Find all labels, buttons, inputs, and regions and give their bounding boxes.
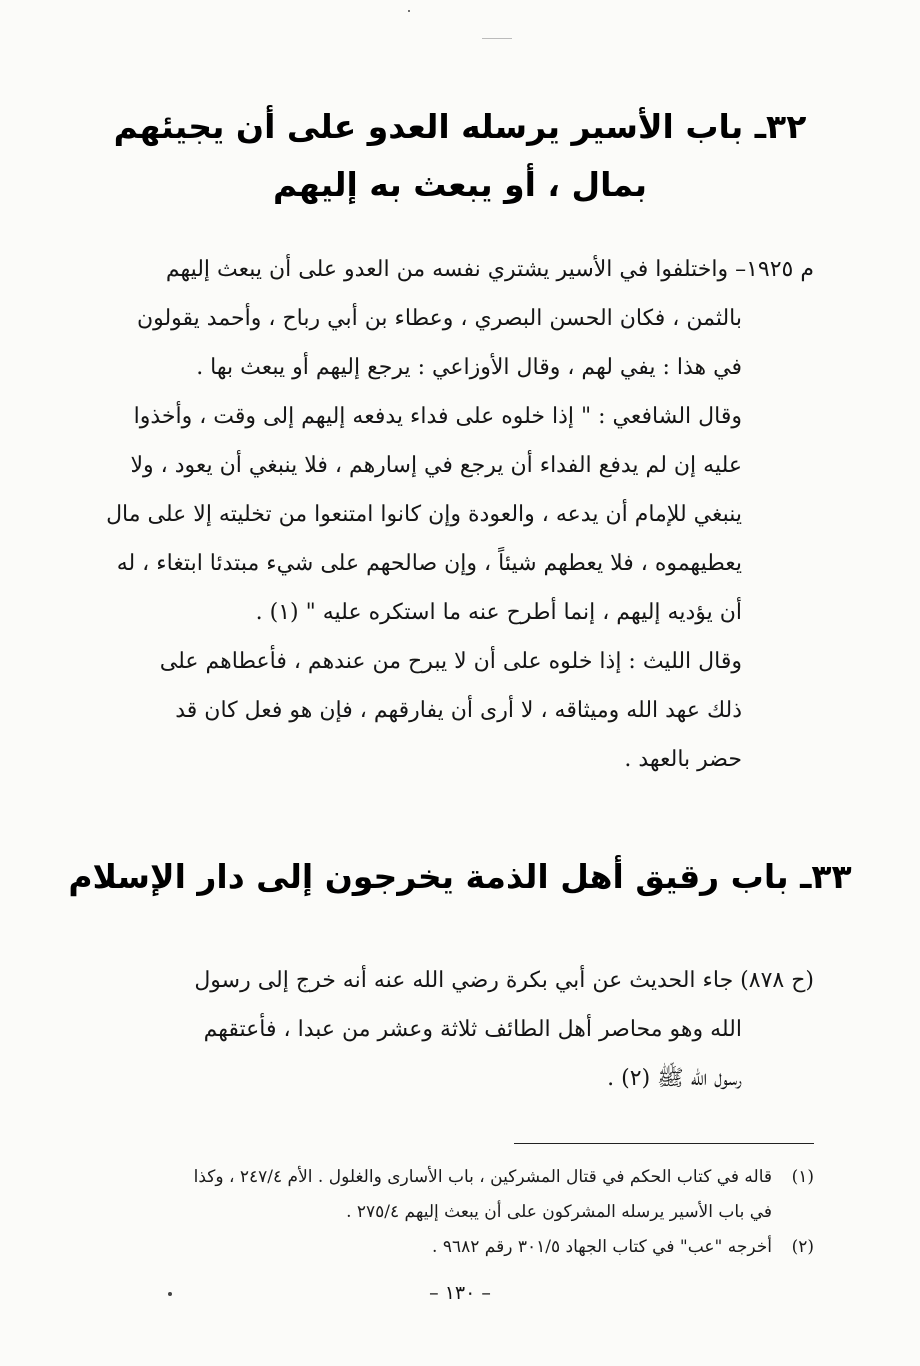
text-line: ذلك عهد الله وميثاقه ، لا أرى أن يفارقهم ، فإن هو فعل كان قد xyxy=(175,698,742,723)
paragraph-shafii xyxy=(106,392,742,637)
footnotes xyxy=(110,1160,814,1265)
paragraph-1925 xyxy=(110,245,814,392)
section-33-heading xyxy=(0,848,920,906)
footnote-number: (١) xyxy=(791,1167,814,1187)
footnote-1 xyxy=(110,1160,814,1195)
text-line: وقال الشافعي : " إذا خلوه على فداء يدفعه إليهم إلى وقت ، وأخذوا xyxy=(133,404,742,429)
footnote-2 xyxy=(110,1230,814,1265)
scan-speck xyxy=(408,10,410,12)
text-line: حضر بالعهد . xyxy=(624,747,742,772)
paragraph-layth xyxy=(110,637,742,784)
text-line: رسول الله ﷺ (٢) . xyxy=(607,1066,742,1091)
page-number: – ١٣٠ – xyxy=(429,1282,491,1304)
text-line: ينبغي للإمام أن يدعه ، والعودة وإن كانوا امتنعوا من تخليته إلا على مال xyxy=(106,502,742,527)
text-line: عليه إن لم يدفع الفداء أن يرجع في إسارهم ، فلا ينبغي أن يعود ، ولا xyxy=(130,453,742,478)
footnote-separator xyxy=(514,1143,814,1144)
heading-line: ٣٣ـ باب رقيق أهل الذمة يخرجون إلى دار الإسلام xyxy=(68,857,852,896)
footnote-1-continuation: في باب الأسير يرسله المشركون على أن يبعث إليهم ٢٧٥/٤ . xyxy=(346,1202,772,1222)
text-line: (ح ٨٧٨) جاء الحديث عن أبي بكرة رضي الله عنه أنه خرج إلى رسول xyxy=(194,968,814,993)
footnote-text: أخرجه "عب" في كتاب الجهاد ٣٠١/٥ رقم ٩٦٨٢ . xyxy=(432,1237,772,1257)
paragraph-hadith-878 xyxy=(110,956,814,1103)
text-line: في هذا : يفي لهم ، وقال الأوزاعي : يرجع إليهم أو يبعث بها . xyxy=(196,355,742,380)
text-line: يعطيهموه ، فلا يعطهم شيئاً ، وإن صالحهم على شيء مبتدئا ابتغاء ، له xyxy=(116,551,742,576)
text-line: م ١٩٢٥– واختلفوا في الأسير يشتري نفسه من العدو على أن يبعث إليهم xyxy=(165,257,814,282)
heading-line: ٣٢ـ باب الأسير يرسله العدو على أن يجيئهم xyxy=(113,107,807,146)
section-32-heading xyxy=(0,98,920,214)
footnote-text: قاله في كتاب الحكم في قتال المشركين ، باب الأسارى والغلول . الأم ٢٤٧/٤ ، وكذا xyxy=(193,1167,772,1187)
text-line: بالثمن ، فكان الحسن البصري ، وعطاء بن أبي رباح ، وأحمد يقولون xyxy=(136,306,742,331)
heading-line: بمال ، أو يبعث به إليهم xyxy=(272,165,647,204)
text-line: الله وهو محاصر أهل الطائف ثلاثة وعشر من عبدا ، فأعتقهم xyxy=(203,1017,742,1042)
text-line: وقال الليث : إذا خلوه على أن لا يبرح من عندهم ، فأعطاهم على xyxy=(159,649,742,674)
footnote-number: (٢) xyxy=(791,1237,814,1257)
text-line: أن يؤديه إليهم ، إنما أطرح عنه ما استكره عليه " (١) . xyxy=(255,600,742,625)
scan-speck xyxy=(482,38,512,39)
